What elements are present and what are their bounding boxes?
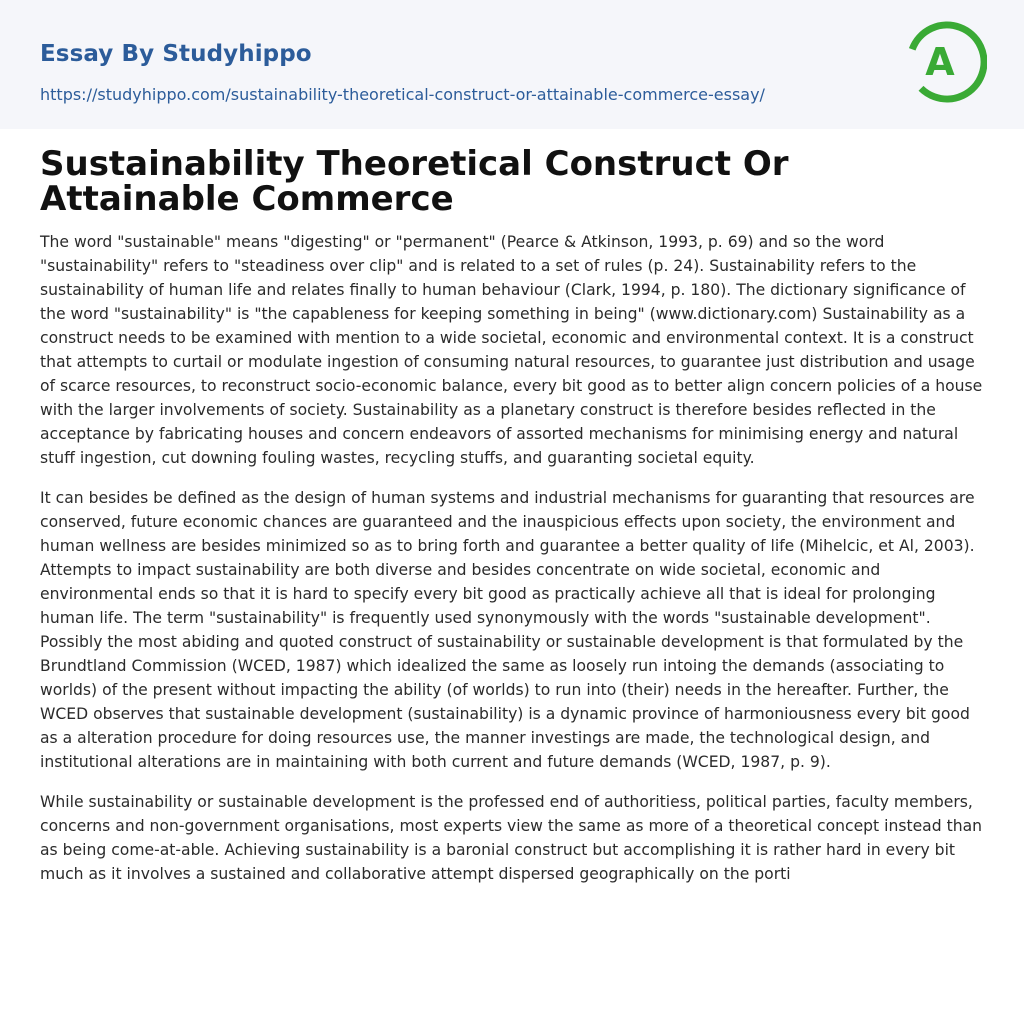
essay-url-link[interactable]: https://studyhippo.com/sustainability-theoretical-construct-or-attainable-commerce-essay/ [40,85,765,104]
essay-paragraph-2: It can besides be defined as the design of human systems and industrial mechanisms for guaranting that resources are conserved, future economic chances are guaranteed and the inauspicious effects upon society, the environment and human wellness are besides minimized so as to bring forth and guarantee a better quality of life (Mihelcic, et Al, 2003). Attempts to impact sustainability are both diverse and besides concentrate on wide societal, economic and environmental ends so that it is hard to specify every bit good as practically achieve all that is ideal for prolonging human life. The term "sustainability" is frequently used synonymously with the words "sustainable development". Possibly the most abiding and quoted construct of sustainability or sustainable development is that formulated by the Brundtland Commission (WCED, 1987) which idealized the same as loosely run intoing the demands (associating to worlds) of the present without impacting the ability (of worlds) to run into (their) needs in the hereafter. Further, the WCED observes that sustainable development (sustainability) is a dynamic province of harmoniousness every bit good as a alteration procedure for doing resources use, the manner investings are made, the technological design, and institutional alterations are in maintaining with both current and future demands (WCED, 1987, p. 9). [40,489,975,771]
studyhippo-logo-icon[interactable] [907,18,987,106]
essay-paragraph-1: The word "sustainable" means "digesting" or "permanent" (Pearce & Atkinson, 1993, p. 69) and so the word "sustainability" refers to "steadiness over clip" and is related to a set of rules (p. 24). Sustainability refers to the sustainability of human life and relates finally to human behaviour (Clark, 1994, p. 180). The dictionary significance of the word "sustainability" is "the capableness for keeping something in being" (www.dictionary.com) Sustainability as a construct needs to be examined with mention to a wide societal, economic and environmental context. It is a construct that attempts to curtail or modulate ingestion of consuming natural resources, to guarantee just distribution and usage of scarce resources, to reconstruct socio-economic balance, every bit good as to better align concern policies of a house with the larger involvements of society. Sustainability as a planetary construct is therefore besides reflected in the acceptance by fabricating houses and concern endeavors of assorted mechanisms for minimising energy and natural stuff ingestion, cut downing fouling wastes, recycling stuffs, and guaranting societal equity. [40,233,983,467]
essay-title: Sustainability Theoretical Construct Or Attainable Commerce [40,144,789,219]
logo-letter: A [925,40,955,84]
essay-paragraph-3: While sustainability or sustainable development is the professed end of authoritiess, political parties, faculty members, concerns and non-government organisations, most experts view the same as more of a theoretical concept instead than as being come-at-able. Achieving sustainability is a baronial construct but accomplishing it is rather hard in every bit much as it involves a sustained and collaborative attempt dispersed geographically on the porti [40,793,983,883]
essay-content [40,144,984,902]
site-header [0,0,1024,129]
site-title[interactable]: Essay By Studyhippo [40,41,312,67]
